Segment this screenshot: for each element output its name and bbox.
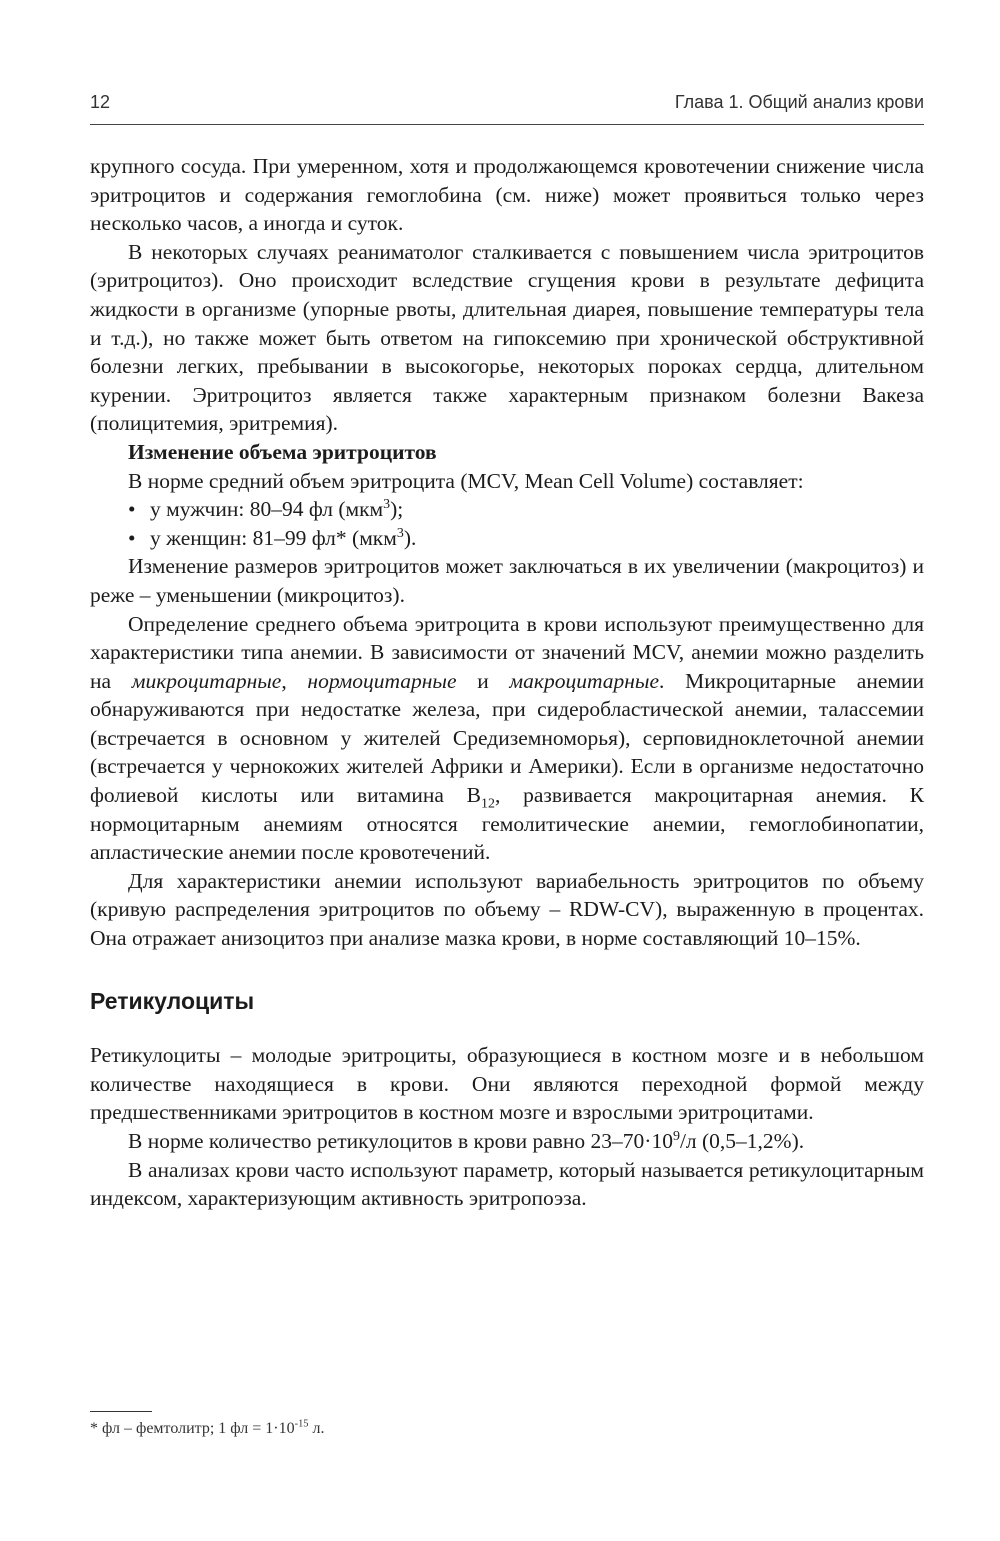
header-rule	[90, 124, 924, 125]
footnote: * фл – фемтолитр; 1 фл = $1\cdot 10^{-15}$ л.	[90, 1418, 325, 1437]
page-number: 12	[90, 92, 111, 112]
subheading: Изменение объема эритроцитов	[128, 439, 437, 464]
footnote-rule	[90, 1411, 152, 1412]
running-header-title: Глава 1. Общий анализ крови	[674, 92, 924, 112]
page-body	[90, 152, 924, 1213]
paragraph: Изменение размеров эритроцитов может заключаться в их увеличении (макроцитоз) и реже – уменьшении (микроцитоз).	[90, 554, 924, 607]
paragraph: В анализах крови часто используют параметр, который называется ретикулоцитарным индексом, характеризующим активность эритропоэза.	[90, 1157, 924, 1211]
bullet-icon: •	[128, 497, 136, 522]
paragraph: Ретикулоциты – молодые эритроциты, образующиеся в костном мозге и в небольшом количестве находящиеся в крови. Они являются переходной формой между предшественниками эритроцитов в костном мозге и взрослыми эритроцитами.	[90, 1043, 924, 1125]
bullet-icon: •	[128, 525, 136, 550]
paragraph: Для характеристики анемии используют вариабельность эритроцитов по объему (кривую распределения эритроцитов по объему – RDW-CV), выраженную в процентах. Она отражает анизоцитоз при анализе мазка крови, в норме составляющий 10–15%.	[90, 868, 924, 951]
paragraph: В норме средний объем эритроцита (MCV, Mean Cell Volume) составляет:	[128, 468, 804, 493]
section-heading: Ретикулоциты	[90, 987, 255, 1014]
paragraph: В норме количество ретикулоцитов в крови равно $23-70\cdot 10^9/л$ (0,5–1,2%).	[128, 1128, 805, 1153]
list-item: • у мужчин: 80–94 фл (мкм$^3$);	[90, 495, 924, 524]
paragraph: В некоторых случаях реаниматолог сталкивается с повышением числа эритроцитов (эритроцитоз). Оно происходит вследствие сгущения крови в результате дефицита жидкости в организме (упорные рвоты, длительная диарея, повышение температуры тела и т.д.), но также может быть ответом на гипоксемию при хронической обструктивной болезни легких, пребывании в высокогорье, некоторых пороках сердца, длительном курении. Эритроцитоз является также характерным признаком болезни Вакеза (полицитемия, эритремия).	[90, 239, 924, 436]
list-item: • у женщин: 81–99 фл* (мкм$^3$).	[90, 524, 924, 553]
paragraph: крупного сосуда. При умеренном, хотя и продолжающемся кровотечении снижение числа эритроцитов и содержания гемоглобина (см. ниже) может проявиться только через несколько часов, а иногда и суток.	[90, 154, 924, 236]
paragraph: Определение среднего объема эритроцита в крови используют преимущественно для характеристики типа анемии. В зависимости от значений MCV, анемии можно разделить на микроцитарные, нормоцитарные и макроцитарные. Микроцитарные анемии обнаруживаются при недостатке железа, при сидеробластической анемии, талассемии (встречается в основном у жителей Средиземноморья), серповидноклеточной анемии (встречается у чернокожих жителей Африки и Америки). Если в организме недостаточно фолиевой кислоты или витамина $B_{12}$, развивается макроцитарная анемия. К нормоцитарным анемиям относятся гемолитические анемии, гемоглобинопатии, апластические анемии после кровотечений.	[90, 611, 924, 865]
